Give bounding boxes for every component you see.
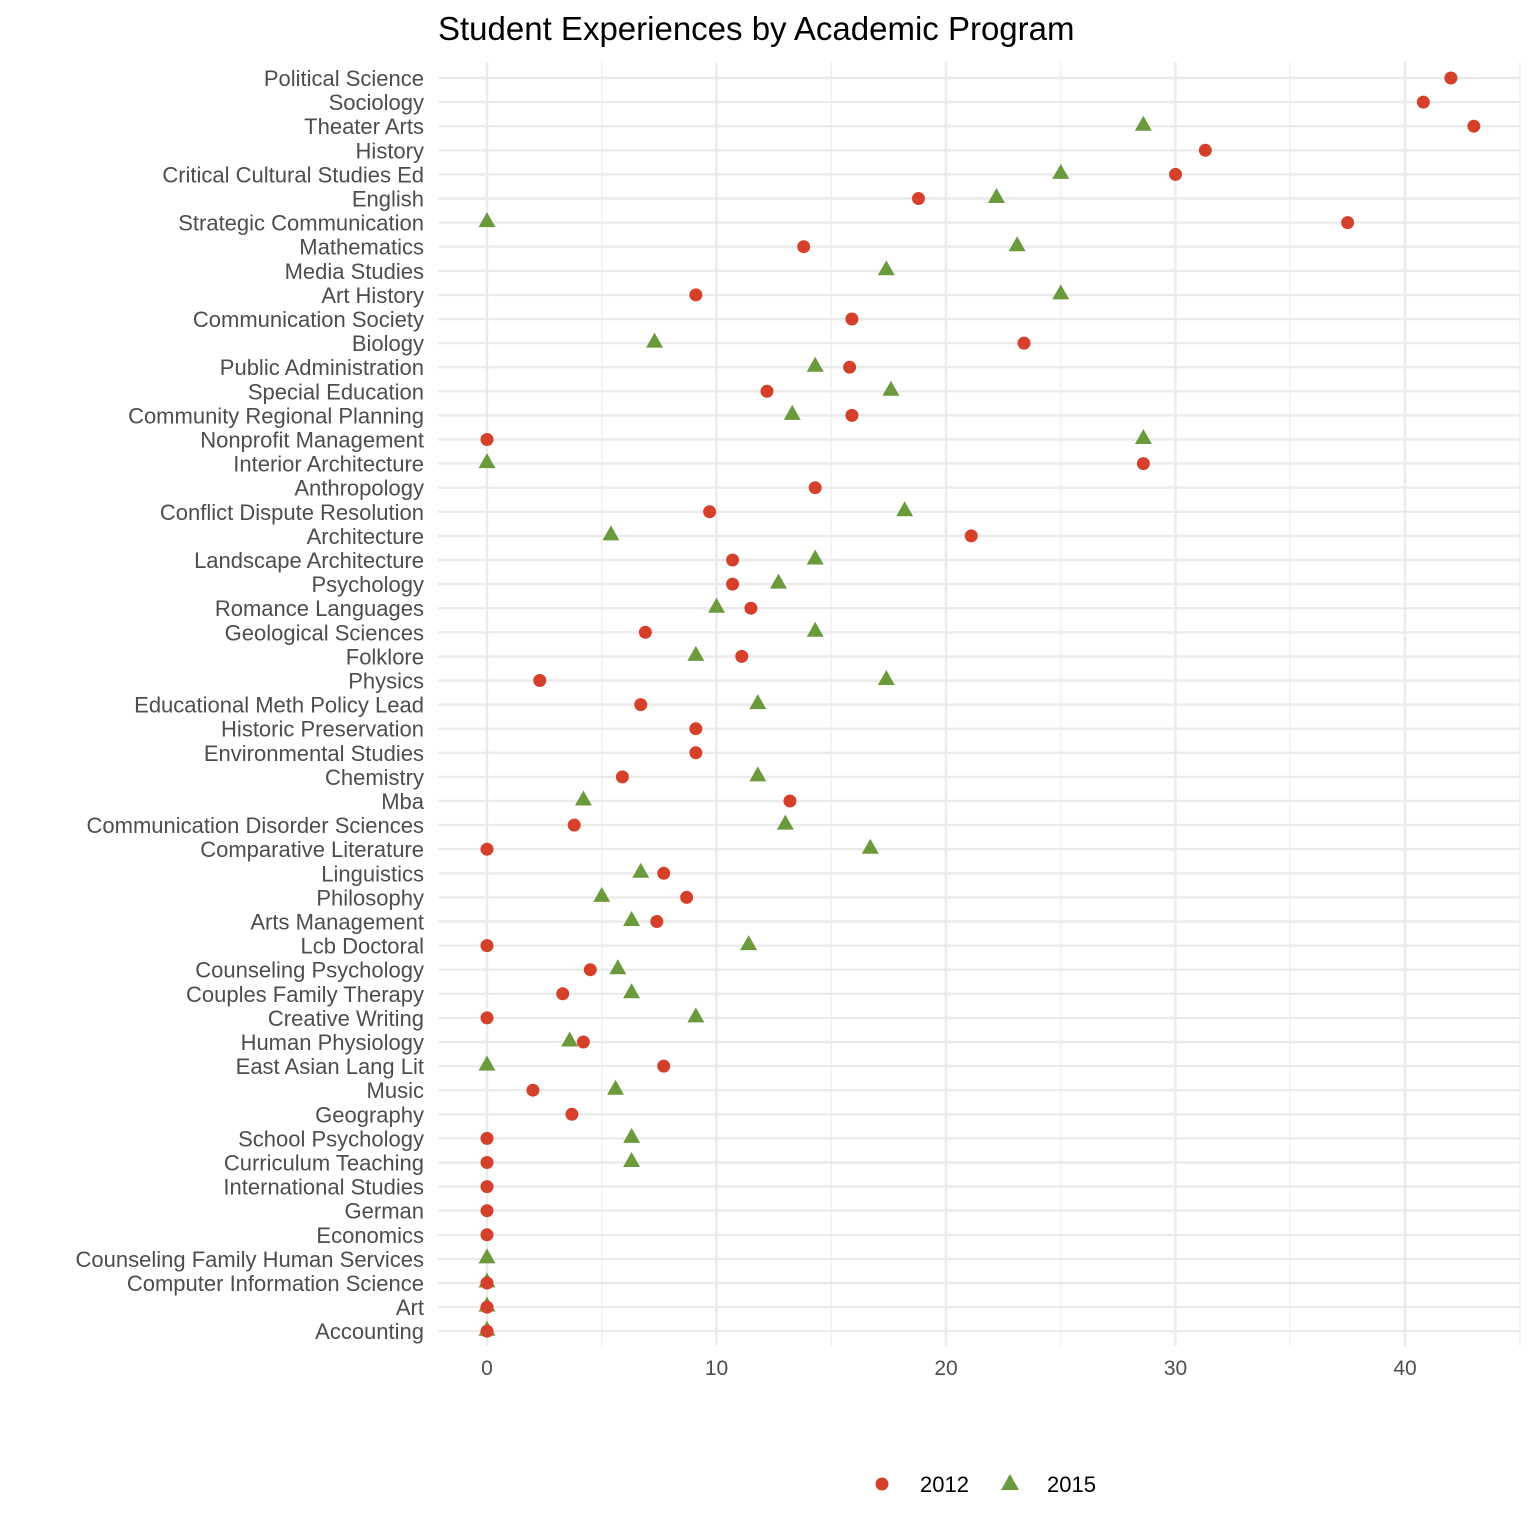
point-2012-47 (481, 1204, 494, 1217)
point-2012-16 (1137, 457, 1150, 470)
y-tick-label-25: Physics (348, 668, 424, 694)
point-2012-4 (1169, 168, 1182, 181)
point-2015-42 (607, 1080, 624, 1095)
legend-label-2012: 2012 (920, 1472, 969, 1497)
x-tick-label-4: 40 (1393, 1357, 1417, 1380)
point-2012-30 (783, 795, 796, 808)
point-2012-6 (1341, 216, 1354, 229)
point-2012-35 (650, 915, 663, 928)
point-2012-27 (689, 722, 702, 735)
point-2012-32 (481, 843, 494, 856)
y-tick-label-35: Arts Management (250, 909, 424, 935)
legend-marker-2015 (1001, 1474, 1019, 1490)
point-2012-29 (616, 770, 629, 783)
point-2015-7 (1009, 236, 1026, 251)
point-2015-6 (479, 212, 496, 227)
y-tick-label-18: Conflict Dispute Resolution (159, 499, 424, 525)
y-tick-label-5: English (351, 186, 424, 212)
point-2012-28 (689, 746, 702, 759)
point-2015-18 (896, 501, 913, 516)
y-tick-label-49: Counseling Family Human Services (75, 1246, 424, 1272)
point-2012-23 (639, 626, 652, 639)
x-tick-label-2: 20 (934, 1357, 958, 1380)
y-tick-label-48: Economics (316, 1222, 424, 1248)
y-tick-label-26: Educational Meth Policy Lead (134, 692, 424, 718)
y-tick-label-19: Architecture (306, 523, 424, 549)
y-tick-label-1: Sociology (328, 90, 424, 116)
y-tick-label-10: Communication Society (192, 307, 424, 332)
point-2015-13 (882, 381, 899, 396)
point-2015-22 (708, 598, 725, 613)
point-2012-13 (760, 385, 773, 398)
point-2012-14 (845, 409, 858, 422)
y-tick-label-33: Linguistics (321, 861, 424, 887)
y-tick-label-39: Creative Writing (267, 1005, 424, 1031)
y-tick-label-52: Accounting (315, 1319, 424, 1345)
point-2012-46 (481, 1180, 494, 1193)
y-tick-label-28: Environmental Studies (203, 740, 424, 766)
y-tick-label-0: Political Science (263, 66, 424, 91)
x-tick-label-1: 10 (704, 1357, 729, 1380)
point-2015-14 (784, 405, 801, 420)
point-2012-15 (481, 433, 494, 446)
point-2015-36 (740, 935, 757, 950)
point-2015-45 (623, 1152, 640, 1167)
point-2012-17 (809, 481, 822, 494)
y-tick-label-2: Theater Arts (304, 114, 424, 140)
y-tick-label-15: Nonprofit Management (200, 427, 424, 453)
y-tick-label-11: Biology (351, 331, 424, 357)
y-tick-label-46: International Studies (223, 1174, 424, 1200)
point-2015-35 (623, 911, 640, 926)
point-2015-25 (878, 670, 895, 685)
point-2012-2 (1467, 120, 1480, 133)
point-2015-49 (479, 1248, 496, 1263)
point-2012-34 (680, 891, 693, 904)
y-tick-label-29: Chemistry (324, 764, 424, 790)
y-tick-label-22: Romance Languages (214, 596, 424, 622)
y-tick-label-23: Geological Sciences (224, 620, 424, 646)
point-2015-9 (1052, 284, 1069, 299)
point-2012-36 (481, 939, 494, 952)
point-2012-40 (577, 1036, 590, 1049)
x-tick-label-3: 30 (1163, 1357, 1188, 1380)
point-2012-44 (481, 1132, 494, 1145)
point-2015-23 (807, 622, 824, 637)
point-2012-39 (481, 1011, 494, 1024)
point-2015-29 (749, 766, 766, 781)
point-2012-3 (1199, 144, 1212, 157)
point-2012-1 (1417, 96, 1430, 109)
point-2015-21 (770, 574, 787, 589)
point-2015-31 (777, 815, 794, 830)
y-tick-label-31: Communication Disorder Sciences (86, 813, 424, 839)
point-2012-20 (726, 554, 739, 567)
point-2015-34 (593, 887, 610, 902)
x-axis-labels (481, 1357, 1417, 1380)
point-2015-39 (687, 1007, 704, 1022)
y-tick-label-43: Geography (315, 1102, 424, 1128)
point-2015-37 (609, 959, 626, 974)
y-tick-label-51: Art (395, 1295, 424, 1321)
point-2015-32 (862, 839, 879, 854)
point-2015-44 (623, 1128, 640, 1143)
point-2012-45 (481, 1156, 494, 1169)
y-tick-label-21: Psychology (311, 572, 424, 598)
x-tick-label-0: 0 (481, 1357, 493, 1380)
y-tick-label-42: Music (366, 1078, 424, 1104)
major-gridlines (438, 62, 1520, 1346)
y-tick-label-12: Public Administration (219, 355, 424, 381)
y-tick-label-7: Mathematics (299, 234, 424, 260)
y-tick-label-34: Philosophy (316, 885, 424, 911)
y-tick-label-3: History (355, 138, 424, 164)
y-tick-label-41: East Asian Lang Lit (235, 1054, 424, 1080)
y-tick-label-4: Critical Cultural Studies Ed (162, 162, 424, 188)
point-2012-37 (584, 963, 597, 976)
legend-marker-2012 (876, 1478, 889, 1491)
point-2012-7 (797, 240, 810, 253)
y-tick-label-44: School Psychology (238, 1126, 424, 1152)
point-2012-21 (726, 578, 739, 591)
point-2015-24 (687, 646, 704, 661)
point-2012-5 (912, 192, 925, 205)
y-tick-label-8: Media Studies (284, 258, 424, 284)
y-tick-label-17: Anthropology (294, 475, 424, 501)
y-tick-label-30: Mba (381, 789, 424, 814)
legend-label-2015: 2015 (1047, 1472, 1096, 1497)
point-2015-26 (749, 694, 766, 709)
point-2012-9 (689, 288, 702, 301)
point-2012-22 (744, 602, 757, 615)
point-2012-18 (703, 505, 716, 518)
chart-title: Student Experiences by Academic Program (438, 10, 1075, 47)
y-tick-label-14: Community Regional Planning (128, 403, 424, 429)
point-2012-24 (735, 650, 748, 663)
y-tick-label-32: Comparative Literature (200, 837, 424, 863)
point-2012-11 (1018, 337, 1031, 350)
y-tick-label-20: Landscape Architecture (194, 548, 424, 573)
y-tick-label-16: Interior Architecture (233, 451, 424, 477)
y-tick-label-37: Counseling Psychology (195, 957, 424, 983)
point-2012-43 (565, 1108, 578, 1121)
y-tick-label-38: Couples Family Therapy (185, 981, 424, 1007)
y-tick-label-6: Strategic Communication (178, 210, 424, 236)
y-axis-labels (76, 66, 425, 1344)
point-2015-38 (623, 983, 640, 998)
point-2012-19 (965, 529, 978, 542)
point-2015-33 (632, 863, 649, 878)
point-2012-52 (481, 1325, 494, 1338)
y-tick-label-36: Lcb Doctoral (300, 933, 424, 959)
point-2012-48 (481, 1228, 494, 1241)
y-tick-label-24: Folklore (345, 644, 424, 670)
point-2015-4 (1052, 164, 1069, 179)
point-2015-19 (602, 525, 619, 540)
point-2015-2 (1135, 116, 1152, 131)
point-2015-40 (561, 1032, 578, 1047)
point-2012-42 (526, 1084, 539, 1097)
point-2015-5 (988, 188, 1005, 203)
point-2015-41 (479, 1056, 496, 1071)
y-tick-label-40: Human Physiology (240, 1030, 424, 1055)
point-2012-51 (481, 1301, 494, 1314)
point-2015-20 (807, 550, 824, 565)
point-2012-26 (634, 698, 647, 711)
point-2012-10 (845, 313, 858, 326)
point-2012-31 (568, 819, 581, 832)
point-2015-16 (479, 453, 496, 468)
point-2012-12 (843, 361, 856, 374)
point-2012-38 (556, 987, 569, 1000)
y-tick-label-9: Art History (321, 282, 424, 308)
y-tick-label-45: Curriculum Teaching (223, 1150, 424, 1176)
point-2015-11 (646, 333, 663, 348)
point-2012-33 (657, 867, 670, 880)
point-2015-30 (575, 791, 592, 806)
point-2012-41 (657, 1060, 670, 1073)
point-2015-15 (1135, 429, 1152, 444)
y-tick-label-27: Historic Preservation (221, 716, 424, 742)
y-tick-label-13: Special Education (247, 379, 424, 405)
point-2012-50 (481, 1277, 494, 1290)
point-2015-12 (807, 357, 824, 372)
point-2012-0 (1444, 72, 1457, 85)
legend (876, 1472, 1096, 1497)
y-tick-label-50: Computer Information Science (126, 1271, 424, 1296)
y-tick-label-47: German (344, 1198, 424, 1224)
point-2012-25 (533, 674, 546, 687)
point-2015-8 (878, 260, 895, 275)
